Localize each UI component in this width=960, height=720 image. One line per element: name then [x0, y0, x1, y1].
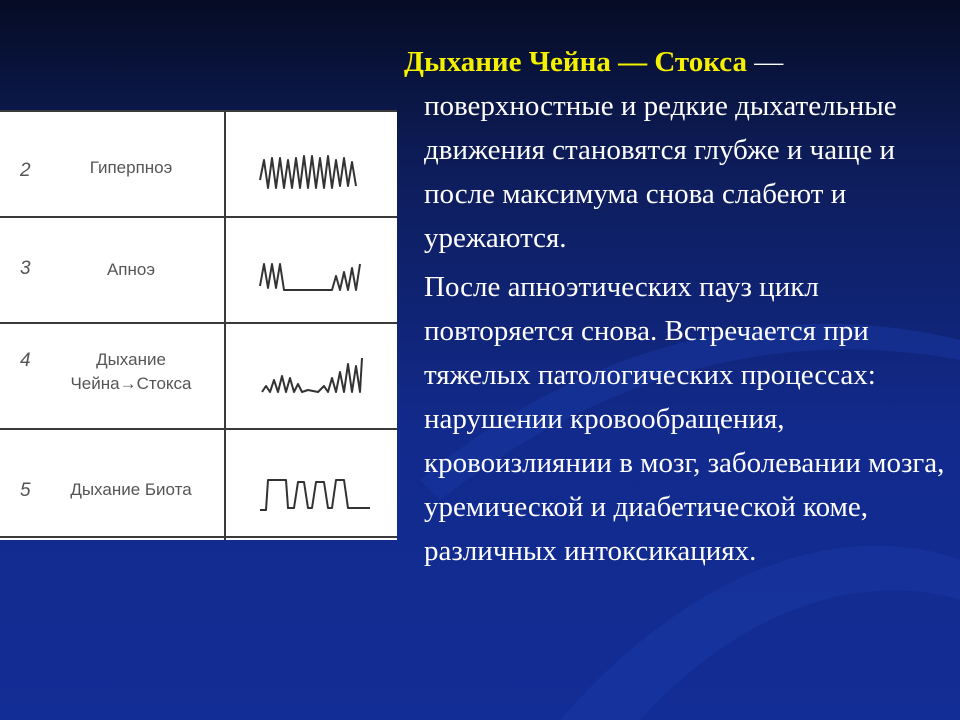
row-number: 3 — [20, 258, 31, 279]
apnea-wave-icon — [252, 242, 370, 302]
occurrence-paragraph: После апноэтических пауз цикл повторяется снова. Встречается при тяжелых патологических процессах: нарушении кровообращения, кровоизлиянии в мозг, заболевании мозга, уремической и диабетической коме, различных интоксикациях. — [424, 271, 945, 567]
slide-text — [378, 40, 953, 573]
row-label: Дыхание Биота — [70, 480, 192, 499]
table-row — [0, 110, 397, 218]
description-paragraph: поверхностные и редкие дыхательные движения становятся глубже и чаще и после максимума снова слабеют и урежаются. — [424, 90, 897, 254]
row-label: Апноэ — [106, 260, 156, 279]
table-row — [0, 216, 397, 324]
row-number: 5 — [20, 480, 31, 501]
heading-title: Дыхание Чейна — Стокса — [404, 46, 747, 78]
row-label-line: Дыхание — [96, 350, 166, 369]
row-label: Гиперпноэ — [89, 158, 173, 177]
heading-dash: — — [746, 46, 784, 78]
slide-heading — [378, 40, 953, 84]
breathing-patterns-table — [0, 110, 397, 540]
row-label-line: Чейна→Стокса — [70, 374, 192, 393]
row-number: 2 — [20, 160, 31, 181]
row-label — [46, 348, 216, 396]
table-row — [0, 428, 397, 538]
row-number: 4 — [20, 350, 31, 371]
table-row — [0, 322, 397, 430]
biot-wave-icon — [252, 462, 370, 522]
hyperpnea-wave-icon — [252, 142, 370, 202]
cheyne-stokes-wave-icon — [252, 344, 370, 404]
